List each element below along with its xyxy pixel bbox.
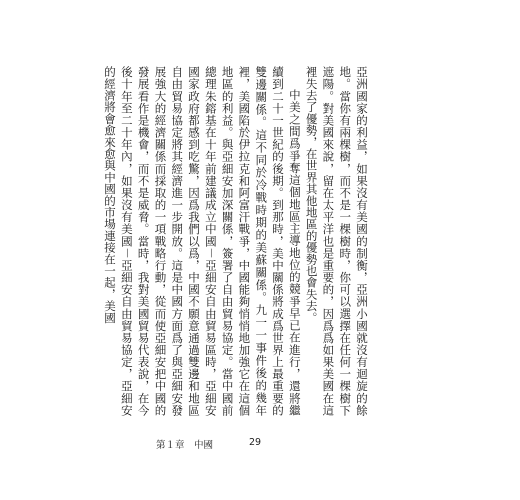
page-number: 29 xyxy=(249,437,262,448)
paragraph-2: 中美之間爲爭奪這個地區主導地位的競爭早已在進行，還將繼續到二十一世紀的後期。到那時，美中關係將成爲世界上最重要的雙邊關係。這不同於冷戰時期的美蘇關係。九一一事件後的幾年裡，美國陷於伊拉克和阿富汗戰爭，中國能夠悄悄地加強它在這個地區的利益。與亞細安加深關係，簽署了自由貿易協定。當中國前總理朱鎔基在十年前建議成立中國－亞細安自由貿易區時，亞細安國家政府都感到吃驚，因爲我們以爲，中國不願意通過雙邊和地區自由貿易協定將其經濟進一步開放。這是中國方面爲了與亞細安發展強大的經濟關係而採取的一項戰略行動，從而使亞細安把中國的發展看作是機會，而不是威脅。當時，我對美國貿易代表說，在今後十年至二十年內，如果沒有美國－亞細安自由貿易協定，亞細安的經濟將會愈來愈與中國的市場連接在一起，美國 xyxy=(103,66,302,416)
running-footer-chapter: 第１章 中國 xyxy=(156,440,214,451)
paragraph-1: 亞洲國家的利益，如果沒有美國的制衡，亞洲小國就沒有迴旋的餘地。當你有兩棵樹，而不是一棵樹時，你可以選擇在任何一棵樹下遮陽。對美國來說，留在太平洋也是重要的，因爲爲如果美國在這裡失去了優勢，在世界其他地區的優勢也會失去。 xyxy=(304,66,369,416)
body-text xyxy=(103,66,370,416)
